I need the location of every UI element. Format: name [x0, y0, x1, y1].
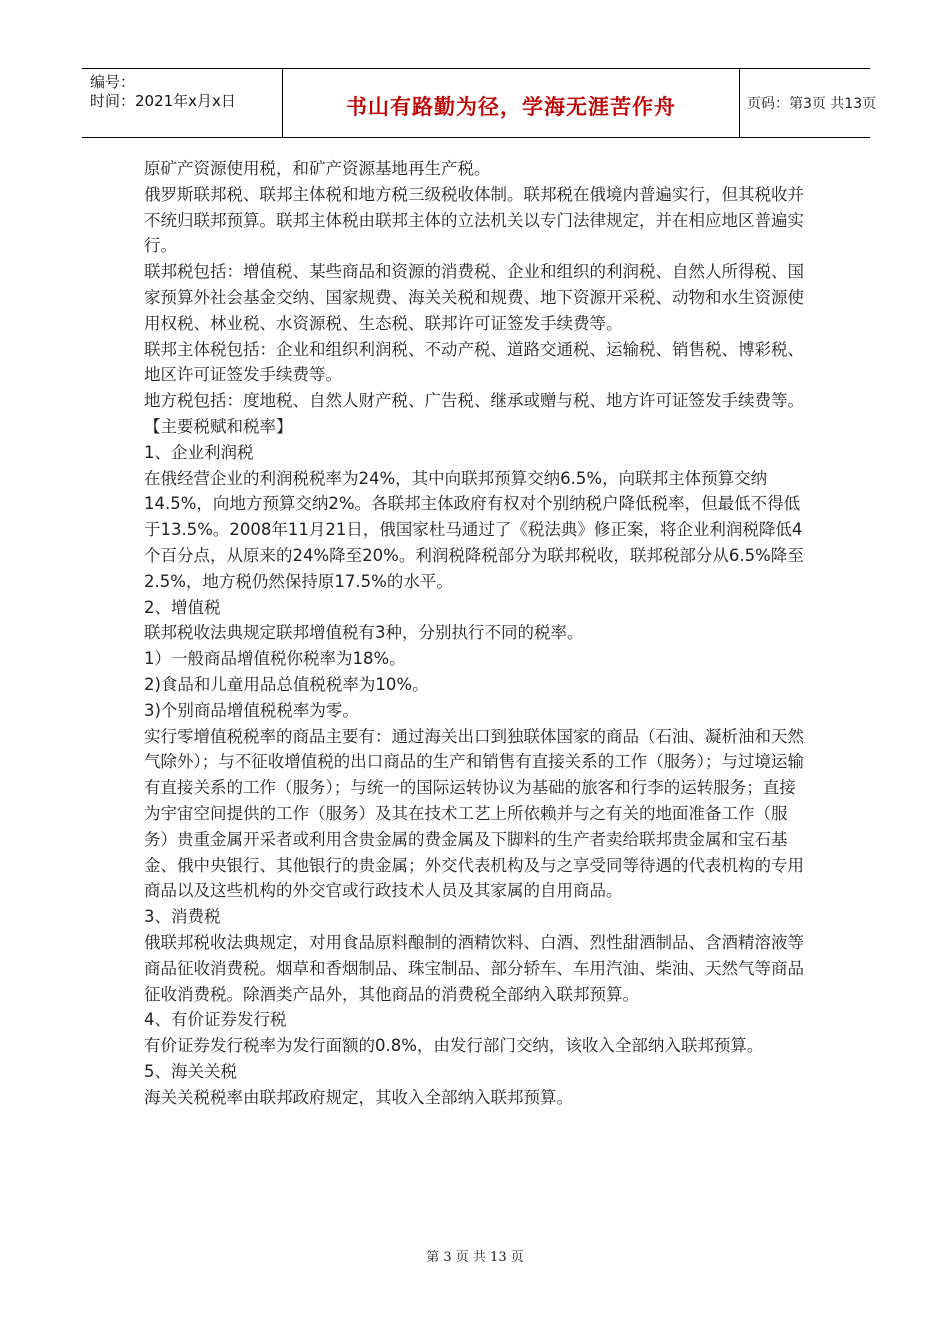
paragraph: 俄罗斯联邦税、联邦主体税和地方税三级税收体制。联邦税在俄境内普遍实行，但其税收并不统归联邦预算。联邦主体税由联邦主体的立法机关以专门法律规定，并在相应地区普遍实行。: [144, 184, 804, 256]
paragraph: 原矿产资源使用税，和矿产资源基地再生产税。: [144, 159, 491, 178]
page-footer: 第 3 页 共 13 页: [426, 1250, 524, 1265]
subsection-heading: 1、企业利润税: [144, 442, 254, 462]
page-header: [82, 68, 877, 138]
document-date-label: 时间：2021年x月x日: [90, 92, 236, 110]
header-motto-cell: [282, 69, 740, 137]
section-heading: 【主要税赋和税率】: [144, 416, 293, 436]
header-page-label: 页码：第3页 共13页: [747, 96, 877, 112]
paragraph: 有价证券发行税率为发行面额的0.8%，由发行部门交纳，该收入全部纳入联邦预算。: [144, 1036, 764, 1056]
subsection-heading: 3、消费税: [144, 907, 221, 927]
paragraph: 俄联邦税收法典规定，对用食品原料酿制的酒精饮料、白酒、烈性甜酒制品、含酒精溶液等商品征收消费税。烟草和香烟制品、珠宝制品、部分轿车、车用汽油、柴油、天然气等商品征收消费税。除酒类产品外，其他商品的消费税全部纳入联邦预算。: [144, 932, 804, 1004]
list-item: 3)个别商品增值税税率为零。: [144, 700, 359, 720]
subsection-heading: 2、增值税: [144, 597, 221, 617]
header-page-cell: [739, 69, 877, 137]
paragraph: 在俄经营企业的利润税税率为24%，其中向联邦预算交纳6.5%，向联邦主体预算交纳14.5%，向地方预算交纳2%。各联邦主体政府有权对个别纳税户降低税率，但最低不得低于13.5%。2008年11月21日，俄国家杜马通过了《税法典》修正案，将企业利润税降低4个百分点，从原来的24%降至20%。利润税降税部分为联邦税收，联邦税部分从6.5%降至2.5%，地方税仍然保持原17.5%的水平。: [144, 468, 804, 591]
list-item: 2)食品和儿童用品总值税税率为10%。: [144, 674, 429, 694]
subsection-heading: 5、海关关税: [144, 1061, 237, 1081]
paragraph: 联邦税包括：增值税、某些商品和资源的消费税、企业和组织的利润税、自然人所得税、国家预算外社会基金交纳、国家规费、海关关税和规费、地下资源开采税、动物和水生资源使用权税、林业税、水资源税、生态税、联邦许可证签发手续费等。: [144, 262, 804, 333]
list-item: 1）一般商品增值税你税率为18%。: [144, 649, 406, 669]
document-number-label: 编号：: [90, 73, 136, 91]
paragraph: 地方税包括：度地税、自然人财产税、广告税、继承或赠与税、地方许可证签发手续费等。: [144, 391, 804, 411]
paragraph: 海关关税税率由联邦政府规定，其收入全部纳入联邦预算。: [144, 1087, 573, 1107]
subsection-heading: 4、有价证券发行税: [144, 1010, 287, 1030]
paragraph: 联邦税收法典规定联邦增值税有3种，分别执行不同的税率。: [144, 623, 584, 643]
paragraph: 实行零增值税税率的商品主要有：通过海关出口到独联体国家的商品（石油、凝析油和天然气除外）；与不征收增值税的出口商品的生产和销售有直接关系的工作（服务）；与过境运输有直接关系的工作（服务）；与统一的国际运转协议为基础的旅客和行李的运转服务；直接为宇宙空间提供的工作（服务）及其在技术工艺上所依赖并与之有关的地面准备工作（服务）贵重金属开采者或利用含贵金属的费金属及下脚料的生产者卖给联邦贵金属和宝石基金、俄中央银行、其他银行的贵金属；外交代表机构及与之享受同等待遇的代表机构的专用商品以及这些机构的外交官或行政技术人员及其家属的自用商品。: [144, 726, 804, 901]
paragraph: 联邦主体税包括：企业和组织利润税、不动产税、道路交通税、运输税、销售税、博彩税、地区许可证签发手续费等。: [144, 339, 804, 385]
document-body: [144, 156, 804, 1110]
header-meta-cell: [82, 69, 282, 137]
header-motto: 书山有路勤为径，学海无涯苦作舟: [346, 95, 676, 119]
